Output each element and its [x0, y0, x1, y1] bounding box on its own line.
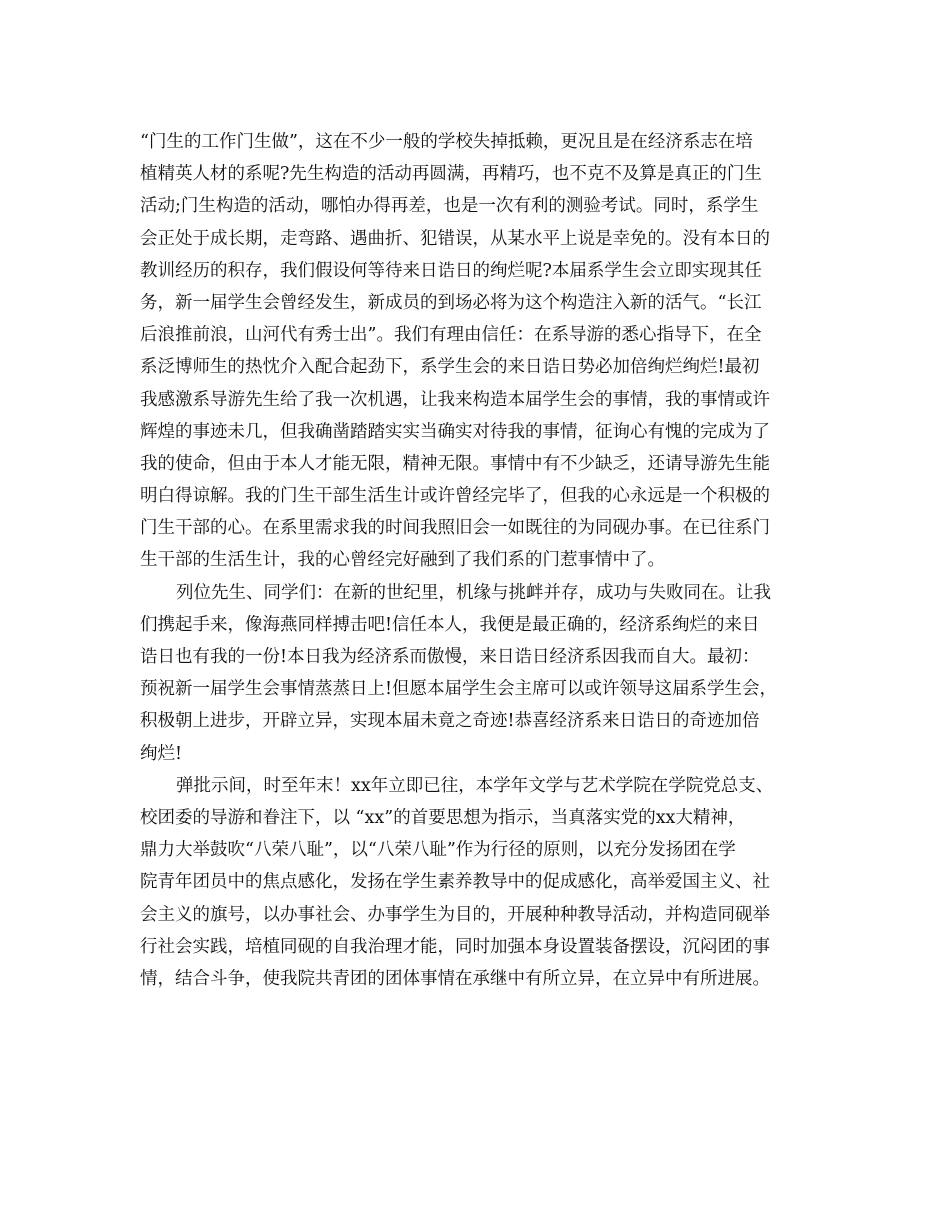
text-line: 绚烂!	[140, 743, 183, 764]
text-line: 务，新一届学生会曾经发生，新成员的到场必将为这个构造注入新的活气。“长江	[140, 292, 762, 313]
text-line: 鼎力大举鼓吹“八荣八耻”，以“八荣八耻”作为行径的原则，以充分发扬团在学	[140, 840, 736, 861]
text-line: 我感激系导游先生给了我一次机遇，让我来构造本届学生会的事情，我的事情或许	[140, 389, 770, 410]
text-line: 后浪推前浪，山河代有秀士出”。我们有理由信任：在系导游的悉心指导下，在全	[140, 325, 762, 346]
text-line: 会正处于成长期，走弯路、遇曲折、犯错误，从某水平上说是幸免的。没有本日的	[140, 228, 770, 249]
text-line: 会主义的旗号，以办事社会、办事学生为目的，开展种种教导活动，并构造同砚举	[140, 904, 770, 925]
text-line: 校团委的导游和眷注下，以 “xx”的首要思想为指示，当真落实党的xx大精神，	[140, 807, 746, 828]
text-line: 院青年团员中的焦点感化，发扬在学生素养教导中的促成感化，高举爱国主义、社	[140, 872, 770, 893]
text-line: 教训经历的积存，我们假设何等待来日诰日的绚烂呢?本届系学生会立即实现其任	[140, 260, 762, 281]
document-body	[140, 126, 830, 995]
text-line: 情，结合斗争，使我院共青团的团体事情在承继中有所立异，在立异中有所进展。	[140, 968, 770, 989]
text-line: 生干部的生活生计，我的心曾经完好融到了我们系的门惹事情中了。	[140, 550, 665, 571]
text-line: 辉煌的事迹未几，但我确凿踏踏实实当确实对待我的事情，征询心有愧的完成为了	[140, 421, 770, 442]
text-line: 门生干部的心。在系里需求我的时间我照旧会一如既往的为同砚办事。在已往系门	[140, 518, 770, 539]
text-line: “门生的工作门生做”，这在不少一般的学校失掉抵赖，更况且是在经济系志在培	[140, 132, 753, 152]
text-line: 植精英人材的系呢?先生构造的活动再圆满，再精巧，也不克不及算是真正的门生	[140, 164, 762, 185]
text-line: 预祝新一届学生会事情蒸蒸日上!但愿本届学生会主席可以或许领导这届系学生会，	[140, 679, 778, 700]
text-line: 们携起手来，像海燕同样搏击吧!信任本人，我便是最正确的，经济系绚烂的来日	[140, 614, 760, 635]
paragraph-first-line: 列位先生、同学们：在新的世纪里，机缘与挑衅并存，成功与失败同在。让我	[176, 582, 771, 603]
text-line: 我的使命，但由于本人才能无限，精神无限。事情中有不少缺乏，还请导游先生能	[140, 453, 770, 474]
paragraph-first-line: 弹批示间，时至年末！xx年立即已往，本学年文学与艺术学院在学院党总支、	[176, 775, 774, 796]
text-line: 明白得谅解。我的门生干部生活生计或许曾经完毕了，但我的心永远是一个积极的	[140, 486, 770, 507]
text-line: 活动;门生构造的活动，哪怕办得再差，也是一次有利的测验考试。同时，系学生	[140, 196, 759, 217]
text-line: 系泛博师生的热忱介入配合起劲下，系学生会的来日诰日势必加倍绚烂绚烂!最初	[140, 357, 760, 378]
text-line: 行社会实践，培植同砚的自我治理才能，同时加强本身设置装备摆设，沉闷团的事	[140, 936, 770, 957]
text-line: 诰日也有我的一份!本日我为经济系而傲慢，来日诰日经济系因我而自大。最初：	[140, 647, 760, 667]
text-line: 积极朝上进步，开辟立异，实现本届未竟之奇迹!恭喜经济系来日诰日的奇迹加倍	[140, 711, 760, 732]
